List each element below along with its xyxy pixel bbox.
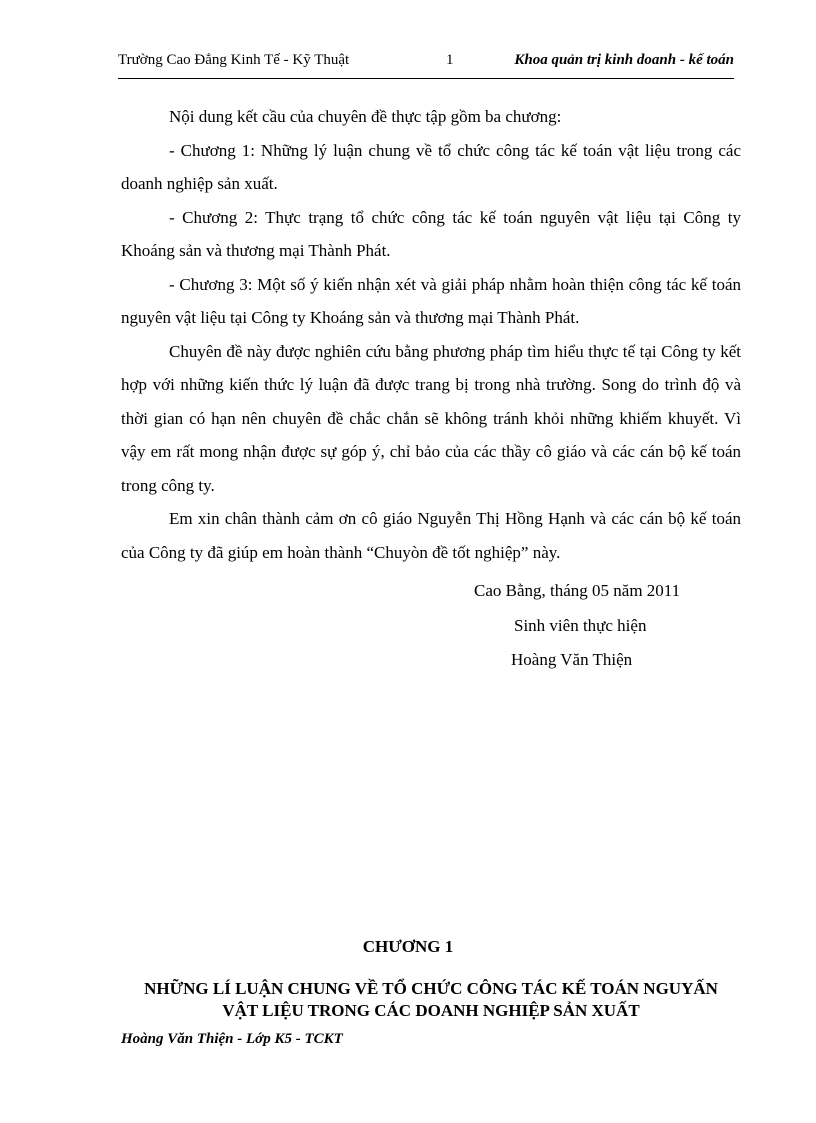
chapter-title [118, 978, 744, 1022]
chapter-title-line-1: NHỮNG LÍ LUẬN CHUNG VỀ TỔ CHỨC CÔNG TÁC KẾ TOÁN NGUYẤN [144, 979, 718, 998]
header-faculty: Khoa quản trị kinh doanh - kế toán [514, 52, 734, 68]
signature-place-date: Cao Bằng, tháng 05 năm 2011 [474, 581, 681, 600]
chapter-label: CHƯƠNG 1 [362, 937, 454, 956]
signature-name: Hoàng Văn Thiện [511, 650, 633, 669]
header-page-number: 1 [446, 52, 454, 68]
header-school: Trường Cao Đẳng Kinh Tế - Kỹ Thuật [118, 52, 350, 68]
paragraph-chapter-3: - Chương 3: Một số ý kiến nhận xét và giải pháp nhằm hoàn thiện công tác kế toán nguyên vật liệu tại Công ty Khoáng sản và thương mại Thành Phát. [121, 274, 741, 327]
paragraph-thanks: Em xin chân thành cảm ơn cô giáo Nguyễn Thị Hồng Hạnh và các cán bộ kế toán của Công ty đã giúp em hoàn thành “Chuyòn đề tốt nghiệp” này. [121, 509, 741, 562]
page-footer: Hoàng Văn Thiện - Lớp K5 - TCKT [121, 1031, 343, 1047]
paragraph-intro: Nội dung kết cầu của chuyên đề thực tập gồm ba chương: [169, 107, 562, 126]
document-body [121, 100, 741, 569]
paragraph-chapter-1: - Chương 1: Những lý luận chung về tổ chức công tác kế toán vật liệu trong các doanh nghiệp sản xuất. [121, 140, 741, 193]
signature-role: Sinh viên thực hiện [514, 616, 647, 635]
header-divider [118, 78, 734, 79]
paragraph-method: Chuyên đề này được nghiên cứu bằng phương pháp tìm hiểu thực tế tại Công ty kết hợp với những kiến thức lý luận đã được trang bị trong nhà trường. Song do trình độ và thời gian có hạn nên chuyên đề chắc chắn sẽ không tránh khỏi những khiếm khuyết. Vì vậy em rất mong nhận được sự góp ý, chỉ bảo của các thầy cô giáo và các cán bộ kế toán trong công ty. [121, 341, 741, 495]
page-header [118, 52, 734, 74]
chapter-title-line-2: VẬT LIỆU TRONG CÁC DOANH NGHIỆP SẢN XUẤT [222, 1001, 640, 1020]
paragraph-chapter-2: - Chương 2: Thực trạng tổ chức công tác kế toán nguyên vật liệu tại Công ty Khoáng sản và thương mại Thành Phát. [121, 207, 741, 260]
